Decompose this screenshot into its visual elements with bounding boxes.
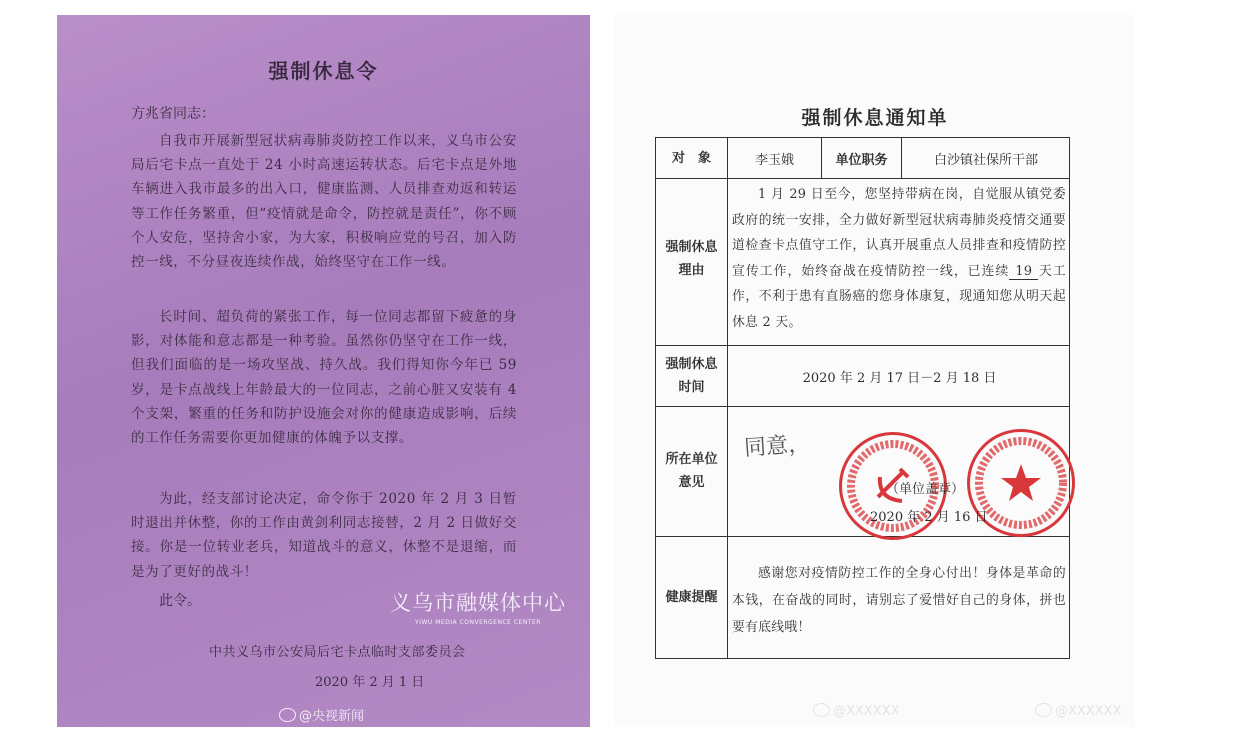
time-label: [656, 353, 727, 399]
paragraph-2: 长时间、超负荷的紧张工作，每一位同志都留下疲惫的身影，对体能和意志都是一种考验。虽然你仍坚守在工作一线，但我们面临的是一场攻坚战、持久战。我们得知你今年已 59 岁，是卡点战线上年龄最大的一位同志，之前心脏又安装有 4 个支架，繁重的任务和防护设施会对你的健康造成影响，后续的工作任务需要你更加健康的体魄予以支撑。: [131, 309, 517, 447]
row-divider: [656, 178, 1069, 179]
time-label-line-1: 强制休息: [665, 357, 718, 372]
greeting: 方兆省同志：: [131, 106, 215, 122]
opinion-label-line-1: 所在单位: [665, 452, 718, 467]
reason-label-line-1: 强制休息: [665, 240, 718, 255]
media-center-watermark: [390, 587, 566, 626]
paragraph-3: 为此，经支部讨论决定，命令你于 2020 年 2 月 3 日暂时退出并休整，你的工作由黄剑利同志接替，2 月 2 日做好交接。你是一位转业老兵，知道战斗的意义，休整不是退缩，而是为了更好的战斗！: [131, 491, 517, 580]
position-label: 单位职务: [835, 153, 888, 168]
watermark-cn: 义乌市融媒体中心: [390, 591, 566, 615]
subject-label: 对 象: [671, 151, 711, 166]
weibo-tag-2: @XXXXXX: [1055, 704, 1122, 719]
weibo-watermark: [279, 705, 364, 724]
opinion-label-line-2: 意见: [678, 475, 705, 490]
rest-notice-title: 强制休息通知单: [801, 107, 949, 129]
reason-text: [732, 182, 1066, 336]
col-divider: [727, 138, 728, 658]
handwritten-approval: 同意，: [743, 431, 811, 462]
rest-order-document: [57, 15, 590, 727]
health-text: 感谢您对疫情防控工作的全身心付出！身体是革命的本钱，在奋战的同时，请别忘了爱惜好自己的身体，拼也要有底线哦！: [732, 566, 1066, 635]
seal-note: （单位盖章）: [886, 482, 965, 497]
reason-label-line-2: 理由: [678, 263, 705, 278]
position-value: 白沙镇社保所干部: [933, 153, 1038, 168]
row-divider: [656, 406, 1069, 407]
paragraph-1: 自我市开展新型冠状病毒肺炎防控工作以来，义乌市公安局后宅卡点一直处于 24 小时高速运转状态。后宅卡点是外地车辆进入我市最多的出入口，健康监测、人员排查劝返和转运等工作任务繁重，但“疫情就是命令，防控就是责任”，你不顾个人安危，坚持舍小家，为大家，积极响应党的号召，加入防控一线，不分昼夜连续作战，始终坚守在工作一线。: [131, 133, 517, 271]
notice-table: [655, 137, 1070, 659]
subject-name: 李玉娥: [754, 153, 794, 168]
weibo-icon: [813, 703, 830, 717]
weibo-icon: [1035, 703, 1052, 717]
rest-period: 2020 年 2 月 17 日－2 月 18 日: [802, 371, 997, 386]
weibo-watermark-2: [1035, 703, 1121, 719]
reason-text-b: 天工作，不利于患有直肠癌的您身体康复，现通知您从明天起休息 2 天。: [732, 263, 1067, 330]
row-divider: [656, 345, 1069, 346]
reason-label: [656, 236, 727, 282]
weibo-tag: @央视新闻: [299, 709, 365, 724]
closing: 此令。: [159, 593, 201, 609]
signature: 中共义乌市公安局后宅卡点临时支部委员会: [209, 645, 466, 660]
health-label: 健康提醒: [665, 590, 718, 605]
rest-order-title: 强制休息令: [268, 59, 379, 83]
opinion-date: 2020 年 2 月 16 日: [870, 510, 988, 525]
reason-text-a: 1 月 29 日至今，您坚持带病在岗，自觉服从镇党委政府的统一安排，全力做好新型冠状病毒肺炎疫情交通要道检查卡点值守工作，认真开展重点人员排查和疫情防控宣传工作，始终奋战在疫情防控一线，已连续: [732, 187, 1066, 279]
issue-date: 2020 年 2 月 1 日: [315, 675, 425, 690]
consecutive-days: 19: [1009, 264, 1038, 280]
weibo-watermark-1: [813, 703, 899, 719]
weibo-icon: [279, 708, 296, 722]
weibo-tag-1: @XXXXXX: [833, 704, 900, 719]
time-label-line-2: 时间: [678, 380, 705, 395]
opinion-label: [656, 448, 727, 494]
rest-notice-document: [615, 15, 1135, 727]
watermark-en: YIWU MEDIA CONVERGENCE CENTER: [415, 619, 541, 626]
